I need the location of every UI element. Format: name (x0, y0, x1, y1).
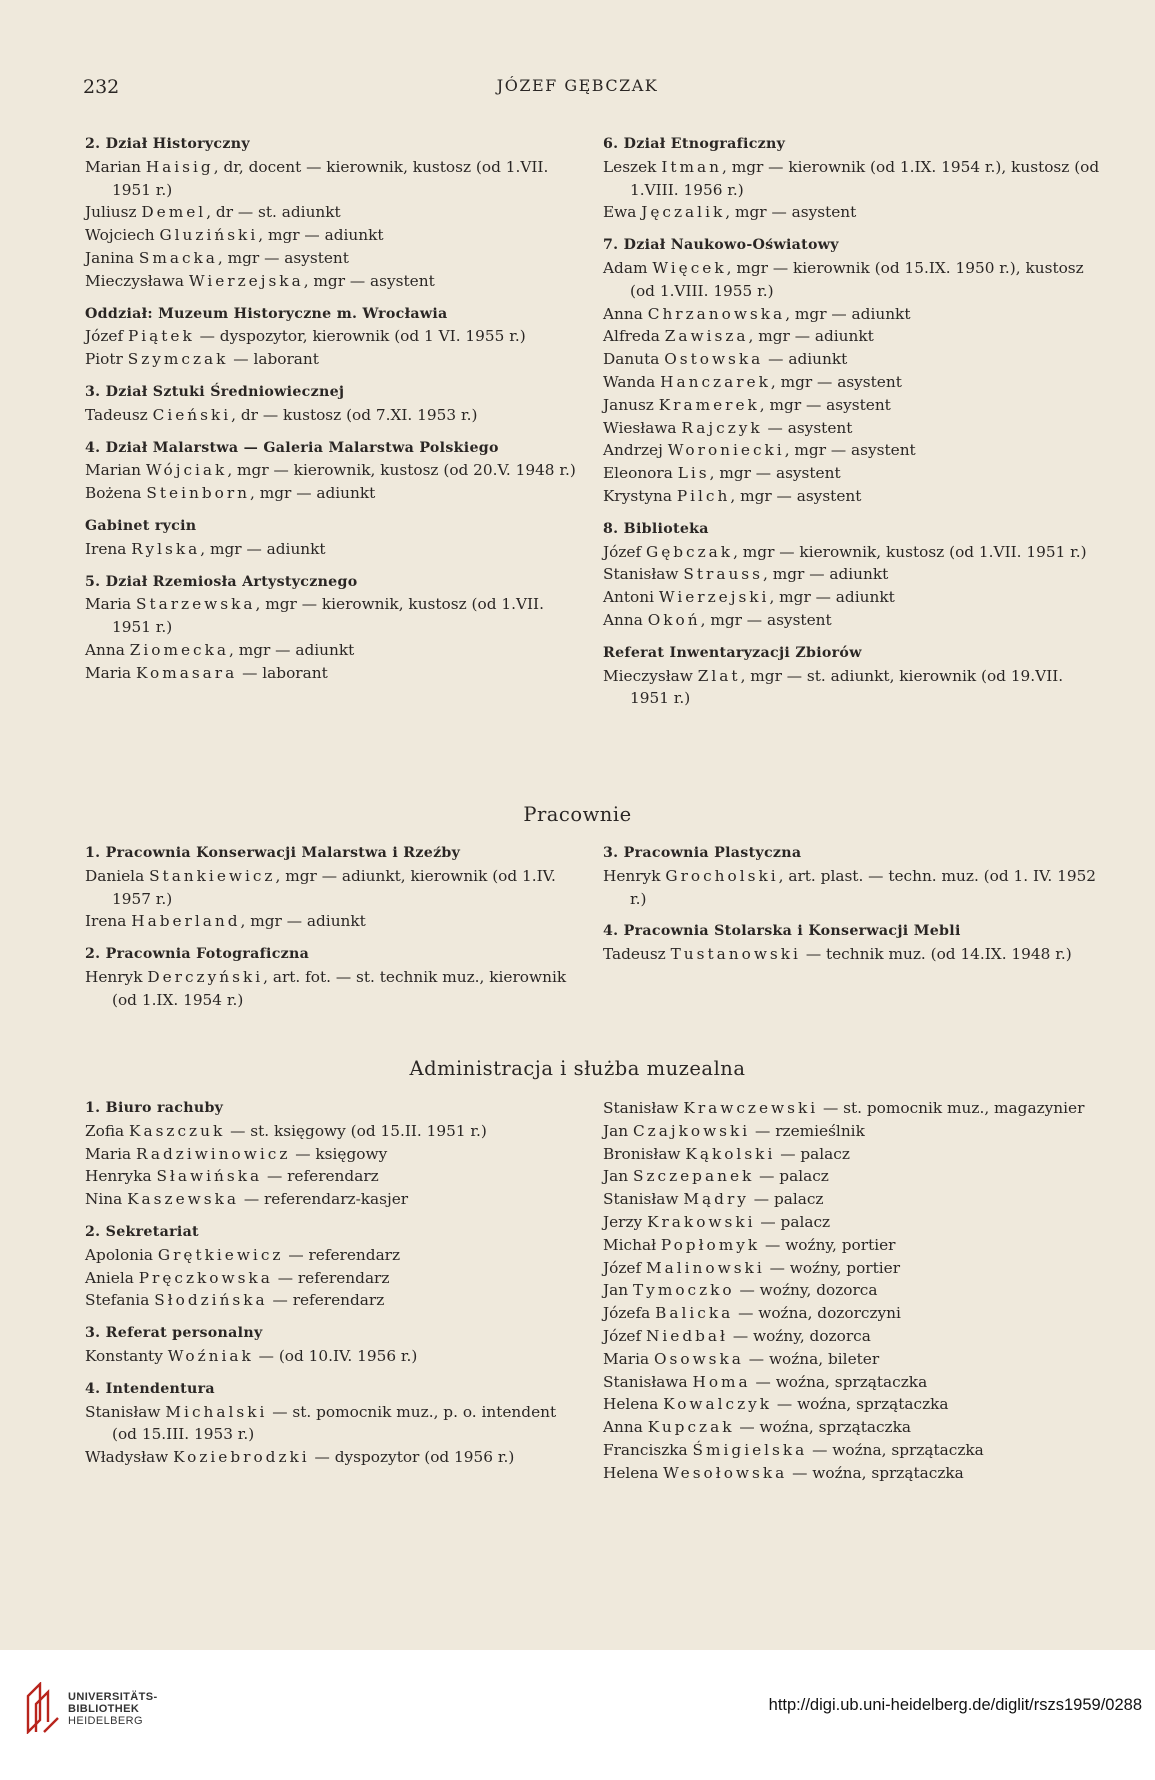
staff-entry (603, 1143, 1103, 1166)
staff-entry (85, 1446, 585, 1469)
staff-entry (603, 541, 1103, 564)
staff-entry (85, 156, 585, 202)
staff-role: , dr — kustosz (od 7.XI. 1953 r.) (231, 405, 478, 424)
staff-name: Anna Ziomecka (85, 640, 229, 659)
staff-entry (603, 485, 1103, 508)
staff-name: Stanisław Michalski (85, 1402, 268, 1421)
section-heading: Gabinet rycin (85, 517, 197, 534)
staff-name: Janusz Kramerek (603, 395, 760, 414)
staff-role: — technik muz. (od 14.IX. 1948 r.) (800, 945, 1072, 964)
staff-entry (85, 865, 585, 911)
staff-entry (603, 462, 1103, 485)
section-heading: Referat Inwentaryzacji Zbiorów (603, 644, 862, 661)
page-header (83, 76, 1072, 102)
section-heading: 3. Pracownia Plastyczna (603, 845, 802, 861)
staff-name: Anna Kupczak (603, 1418, 735, 1437)
staff-entry (603, 156, 1103, 202)
staff-name: Jan Tymoczko (603, 1281, 735, 1300)
section-heading: 2. Pracownia Fotograficzna (85, 946, 310, 963)
staff-entry (603, 371, 1103, 394)
right-column-pracownie (603, 842, 1103, 966)
staff-name: Piotr Szymczak (85, 350, 229, 369)
source-url-link[interactable]: http://digi.ub.uni-heidelberg.de/diglit/rszs1959/0288 (768, 1696, 1142, 1714)
staff-entry (85, 224, 585, 247)
staff-role: — woźna, dozorczyni (733, 1304, 901, 1323)
staff-name: Maria Radziwinowicz (85, 1144, 291, 1163)
staff-name: Tadeusz Cieński (85, 405, 232, 424)
staff-entry (85, 593, 585, 639)
section-heading: 2. Dział Historyczny (85, 136, 250, 152)
staff-entry (603, 1211, 1103, 1234)
staff-entry (85, 1401, 585, 1447)
staff-name: Jan Szczepanek (603, 1167, 755, 1186)
staff-name: Aniela Pręczkowska (85, 1268, 273, 1287)
staff-entry (603, 439, 1103, 462)
staff-role: — woźna, sprzątaczka (734, 1418, 911, 1437)
staff-name: Helena Kowalczyk (603, 1395, 773, 1414)
staff-name: Alfreda Zawisza (603, 327, 749, 346)
staff-entry (603, 1462, 1103, 1485)
staff-role: — palacz (755, 1212, 831, 1231)
staff-name: Józefa Balicka (603, 1304, 734, 1323)
staff-name: Juliusz Demel (85, 203, 207, 222)
staff-role: — woźna, bileter (743, 1349, 880, 1368)
staff-entry (603, 394, 1103, 417)
staff-entry (85, 1143, 585, 1166)
staff-role: , mgr — adiunkt (258, 226, 384, 245)
staff-entry (603, 943, 1103, 966)
left-column-pracownie (85, 842, 585, 1012)
staff-entry (603, 1439, 1103, 1462)
staff-entry (603, 1325, 1103, 1348)
staff-name: Andrzej Woroniecki (603, 441, 785, 460)
staff-role: , mgr — asystent (217, 248, 349, 267)
staff-role: — st. pomocnik muz., p. o. intendent (od 15.III. 1953 r.) (112, 1402, 557, 1444)
staff-role: — palacz (748, 1190, 824, 1209)
staff-name: Anna Chrzanowska (603, 304, 786, 323)
staff-entry (85, 404, 585, 427)
staff-name: Bożena Steinborn (85, 484, 250, 503)
staff-role: , mgr — adiunkt (228, 640, 355, 659)
staff-role: — woźna, sprzątaczka (750, 1372, 928, 1391)
staff-name: Marian Haisig (85, 157, 214, 176)
staff-entry (603, 417, 1103, 440)
section-heading: 1. Pracownia Konserwacji Malarstwa i Rzeźby (85, 845, 461, 861)
staff-role: , mgr — asystent (303, 271, 435, 290)
right-column-departments (603, 133, 1103, 710)
staff-role: , art. plast. — techn. muz. (od 1. IV. 1952 r.) (630, 866, 1097, 908)
staff-role: , art. fot. — st. technik muz., kierownik (od 1.IX. 1954 r.) (112, 967, 567, 1009)
right-column-administracja (603, 1097, 1103, 1485)
staff-name: Wojciech Gluziński (85, 226, 259, 245)
staff-role: , mgr — adiunkt (763, 565, 889, 584)
staff-name: Leszek Itman (603, 157, 722, 176)
staff-name: Antoni Wierzejski (603, 588, 770, 607)
staff-name: Maria Komasara (85, 663, 238, 682)
staff-name: Irena Rylska (85, 539, 201, 558)
staff-name: Mieczysław Zlat (603, 666, 741, 685)
staff-name: Stanisław Strauss (603, 565, 764, 584)
staff-entry (85, 1244, 585, 1267)
section-heading: 4. Dział Malarstwa — Galeria Malarstwa Polskiego (85, 439, 499, 456)
staff-name: Anna Okoń (603, 610, 701, 629)
staff-role: — palacz (754, 1167, 829, 1186)
staff-entry (85, 538, 585, 561)
staff-entry (603, 1097, 1103, 1120)
staff-entry (85, 1188, 585, 1211)
left-column-departments (85, 133, 585, 685)
staff-entry (603, 1302, 1103, 1325)
staff-role: — referendarz (272, 1268, 390, 1287)
staff-entry (603, 1279, 1103, 1302)
staff-name: Janina Smacka (85, 248, 218, 267)
page-number: 232 (83, 76, 120, 98)
staff-role: , mgr — adiunkt (250, 484, 376, 503)
section-heading: 4. Intendentura (85, 1380, 215, 1397)
staff-entry (603, 1257, 1103, 1280)
logo-line-2: BIBLIOTHEK (68, 1703, 140, 1715)
staff-name: Mieczysława Wierzejska (85, 271, 304, 290)
staff-entry (603, 1165, 1103, 1188)
staff-role: , dr — st. adiunkt (206, 203, 341, 222)
staff-name: Tadeusz Tustanowski (603, 945, 801, 964)
staff-entry (603, 257, 1103, 303)
staff-name: Wanda Hanczarek (603, 372, 771, 391)
staff-entry (603, 1371, 1103, 1394)
staff-name: Eleonora Lis (603, 464, 710, 483)
staff-name: Jan Czajkowski (603, 1121, 751, 1140)
library-logo-text (68, 1691, 158, 1727)
staff-entry (603, 348, 1103, 371)
staff-name: Nina Kaszewska (85, 1190, 239, 1209)
staff-name: Marian Wójciak (85, 461, 228, 480)
section-heading: 2. Sekretariat (85, 1223, 199, 1240)
staff-role: — woźny, dozorca (734, 1281, 878, 1300)
staff-role: — dyspozytor (od 1956 r.) (309, 1448, 515, 1467)
staff-role: — referendarz (267, 1291, 385, 1310)
staff-name: Stanisław Krawczewski (603, 1099, 819, 1117)
staff-role: — referendarz-kasjer (238, 1190, 409, 1209)
staff-name: Apolonia Grętkiewicz (85, 1245, 284, 1264)
staff-role: — woźna, sprzątaczka (787, 1463, 964, 1482)
staff-entry (85, 270, 585, 293)
staff-name: Ewa Jęczalik (603, 203, 726, 222)
staff-role: , mgr — asystent (709, 464, 841, 483)
staff-role: , mgr — kierownik, kustosz (od 20.V. 1948 r.) (227, 461, 576, 480)
staff-role: — palacz (775, 1144, 850, 1163)
staff-entry (603, 1188, 1103, 1211)
staff-entry (85, 1267, 585, 1290)
staff-name: Józef Malinowski (603, 1258, 765, 1277)
staff-entry (603, 563, 1103, 586)
staff-name: Irena Haberland (85, 912, 241, 931)
staff-role: — woźna, sprzątaczka (807, 1440, 984, 1459)
staff-entry (603, 1348, 1103, 1371)
staff-role: — referendarz (283, 1245, 401, 1264)
staff-role: — woźny, portier (760, 1235, 896, 1254)
staff-entry (603, 865, 1103, 911)
section-heading: 3. Referat personalny (85, 1325, 263, 1342)
staff-name: Jerzy Krakowski (603, 1212, 756, 1231)
staff-entry (603, 325, 1103, 348)
staff-name: Konstanty Woźniak (85, 1346, 254, 1365)
staff-role: , mgr — adiunkt, kierownik (od 1.IV. 1957 r.) (112, 866, 556, 908)
staff-entry (85, 1165, 585, 1188)
logo-line-3: HEIDELBERG (68, 1715, 143, 1727)
staff-entry (85, 1120, 585, 1143)
staff-entry (85, 247, 585, 270)
section-heading: 5. Dział Rzemiosła Artystycznego (85, 573, 358, 590)
staff-entry (85, 639, 585, 662)
staff-role: , mgr — asystent (700, 610, 832, 629)
staff-name: Adam Więcek (603, 258, 727, 277)
staff-name: Henryka Sławińska (85, 1167, 263, 1186)
staff-name: Stanisław Mądry (603, 1190, 749, 1209)
staff-role: , mgr — kierownik (od 15.IX. 1950 r.), kustosz (od 1.VIII. 1955 r.) (630, 258, 1084, 300)
staff-entry (85, 325, 585, 348)
staff-role: — księgowy (290, 1144, 388, 1163)
staff-role: — woźny, dozorca (727, 1326, 871, 1345)
staff-role: — asystent (762, 418, 853, 437)
staff-name: Stanisława Homa (603, 1372, 751, 1391)
staff-entry (85, 482, 585, 505)
staff-role: — laborant (237, 663, 328, 682)
staff-entry (603, 1393, 1103, 1416)
section-heading: 7. Dział Naukowo-Oświatowy (603, 237, 839, 254)
staff-role: , mgr — asystent (725, 203, 857, 222)
staff-role: — st. księgowy (od 15.II. 1951 r.) (225, 1121, 487, 1140)
staff-entry (603, 665, 1103, 711)
staff-role: — woźny, portier (764, 1258, 901, 1277)
staff-name: Maria Osowska (603, 1349, 744, 1368)
staff-role: , mgr — asystent (784, 441, 916, 460)
staff-entry (85, 662, 585, 685)
staff-role: , dr, docent — kierownik, kustosz (od 1.VII. 1951 r.) (112, 157, 549, 199)
section-heading: 4. Pracownia Stolarska i Konserwacji Mebli (603, 923, 961, 940)
staff-entry (85, 459, 585, 482)
staff-entry (85, 910, 585, 933)
section-heading: 1. Biuro rachuby (85, 1100, 224, 1116)
staff-name: Władysław Koziebrodzki (85, 1448, 310, 1467)
staff-role: , mgr — adiunkt (240, 912, 366, 931)
staff-role: , mgr — kierownik, kustosz (od 1.VII. 1951 r.) (112, 595, 544, 637)
section-title-administracja: Administracja i służba muzealna (409, 1057, 746, 1080)
staff-name: Wiesława Rajczyk (603, 418, 763, 437)
staff-entry (603, 586, 1103, 609)
staff-role: , mgr — kierownik (od 1.IX. 1954 r.), kustosz (od 1.VIII. 1956 r.) (630, 157, 1100, 199)
staff-role: , mgr — adiunkt (748, 327, 874, 346)
staff-name: Danuta Ostowska (603, 350, 764, 369)
staff-role: , mgr — asystent (770, 372, 902, 391)
library-footer (0, 1650, 1155, 1780)
staff-name: Henryk Grocholski (603, 866, 779, 885)
staff-name: Michał Popłomyk (603, 1235, 761, 1254)
staff-name: Krystyna Pilch (603, 486, 731, 505)
staff-name: Józef Gębczak (603, 542, 734, 561)
logo-line-1: UNIVERSITÄTS- (68, 1691, 158, 1703)
staff-role: — woźna, sprzątaczka (772, 1395, 949, 1414)
staff-role: , mgr — asystent (759, 395, 891, 414)
staff-role: , mgr — adiunkt (769, 588, 895, 607)
staff-role: , mgr — st. adiunkt, kierownik (od 19.VII. 1951 r.) (630, 666, 1064, 708)
staff-role: — adiunkt (763, 350, 848, 369)
staff-role: , mgr — adiunkt (785, 304, 911, 323)
staff-name: Stefania Słodzińska (85, 1291, 268, 1310)
section-heading: 6. Dział Etnograficzny (603, 136, 786, 152)
staff-name: Daniela Stankiewicz (85, 866, 276, 885)
staff-name: Józef Niedbał (603, 1326, 728, 1345)
section-heading: Oddział: Muzeum Historyczne m. Wrocławia (85, 305, 448, 322)
staff-role: — dyspozytor, kierownik (od 1 VI. 1955 r.) (194, 327, 526, 346)
staff-role: — referendarz (262, 1167, 379, 1186)
staff-name: Bronisław Kąkolski (603, 1144, 776, 1163)
left-column-administracja (85, 1097, 585, 1469)
staff-role: — (od 10.IV. 1956 r.) (253, 1346, 418, 1365)
staff-entry (85, 966, 585, 1012)
staff-entry (85, 1289, 585, 1312)
running-head: JÓZEF GĘBCZAK (496, 76, 659, 95)
staff-entry (85, 1345, 585, 1368)
staff-role: — rzemieślnik (750, 1121, 865, 1140)
staff-role: — st. pomocnik muz., magazynier (818, 1099, 1085, 1117)
staff-entry (85, 348, 585, 371)
staff-entry (603, 1234, 1103, 1257)
staff-name: Henryk Derczyński (85, 967, 264, 986)
staff-name: Maria Starzewska (85, 595, 256, 614)
staff-role: , mgr — adiunkt (200, 539, 326, 558)
staff-name: Zofia Kaszczuk (85, 1121, 226, 1140)
staff-entry (603, 1120, 1103, 1143)
section-title-pracownie: Pracownie (523, 803, 632, 826)
section-heading: 8. Biblioteka (603, 520, 709, 537)
staff-role: — laborant (228, 350, 319, 369)
staff-role: , mgr — kierownik, kustosz (od 1.VII. 1951 r.) (733, 542, 1087, 561)
staff-entry (85, 201, 585, 224)
library-logo-icon (22, 1682, 64, 1734)
staff-role: , mgr — asystent (730, 486, 862, 505)
staff-name: Franciszka Śmigielska (603, 1440, 808, 1459)
staff-entry (603, 1416, 1103, 1439)
section-heading: 3. Dział Sztuki Średniowiecznej (85, 383, 345, 400)
staff-name: Helena Wesołowska (603, 1463, 788, 1482)
staff-entry (603, 303, 1103, 326)
staff-entry (603, 609, 1103, 632)
staff-name: Józef Piątek (85, 327, 195, 346)
staff-entry (603, 201, 1103, 224)
